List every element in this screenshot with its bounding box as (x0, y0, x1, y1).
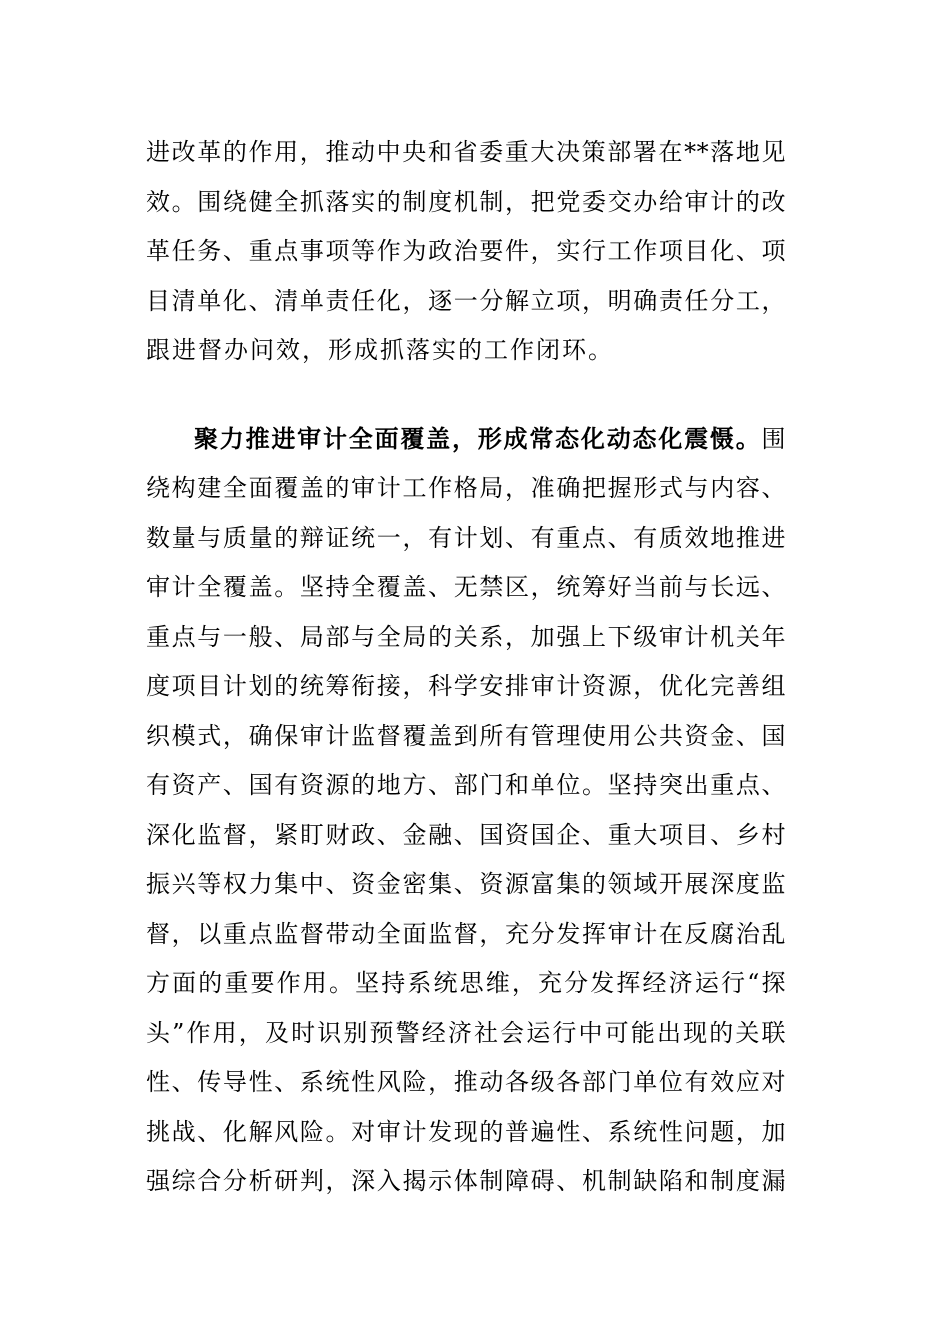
paragraph-line: 挑战、化解风险。对审计发现的普遍性、系统性问题，加 (146, 1118, 786, 1146)
paragraph-line: 有资产、国有资源的地方、部门和单位。坚持突出重点、 (146, 771, 786, 799)
paragraph-line: 强综合分析研判，深入揭示体制障碍、机制缺陷和制度漏 (146, 1167, 786, 1195)
paragraph-line: 方面的重要作用。坚持系统思维，充分发挥经济运行“探 (146, 969, 786, 997)
paragraph-first-line-rest: 围 (761, 425, 786, 453)
paragraph-line: 织模式，确保审计监督覆盖到所有管理使用公共资金、国 (146, 722, 786, 750)
paragraph-line: 目清单化、清单责任化，逐一分解立项，明确责任分工， (146, 287, 786, 315)
paragraph-line: 进改革的作用，推动中央和省委重大决策部署在**落地见 (146, 138, 786, 166)
paragraph-line: 绕构建全面覆盖的审计工作格局，准确把握形式与内容、 (146, 474, 786, 502)
paragraph-line: 深化监督，紧盯财政、金融、国资国企、重大项目、乡村 (146, 821, 786, 849)
paragraph-line: 效。围绕健全抓落实的制度机制，把党委交办给审计的改 (146, 188, 786, 216)
paragraph-line: 重点与一般、局部与全局的关系，加强上下级审计机关年 (146, 623, 786, 651)
paragraph-heading: 聚力推进审计全面覆盖，形成常态化动态化震慑。 (194, 424, 762, 453)
paragraph-line: 数量与质量的辩证统一，有计划、有重点、有质效地推进 (146, 524, 786, 552)
paragraph-line: 振兴等权力集中、资金密集、资源富集的领域开展深度监 (146, 870, 786, 898)
paragraph-line: 督，以重点监督带动全面监督，充分发挥审计在反腐治乱 (146, 920, 786, 948)
paragraph-line: 性、传导性、系统性风险，推动各级各部门单位有效应对 (146, 1068, 786, 1096)
paragraph-line: 头”作用，及时识别预警经济社会运行中可能出现的关联 (146, 1019, 786, 1047)
paragraph-line: 度项目计划的统筹衔接，科学安排审计资源，优化完善组 (146, 672, 786, 700)
paragraph-line: 革任务、重点事项等作为政治要件，实行工作项目化、项 (146, 237, 786, 265)
paragraph-first-line (194, 419, 786, 459)
paragraph-line: 审计全覆盖。坚持全覆盖、无禁区，统筹好当前与长远、 (146, 573, 786, 601)
paragraph-line: 跟进督办问效，形成抓落实的工作闭环。 (146, 336, 614, 364)
